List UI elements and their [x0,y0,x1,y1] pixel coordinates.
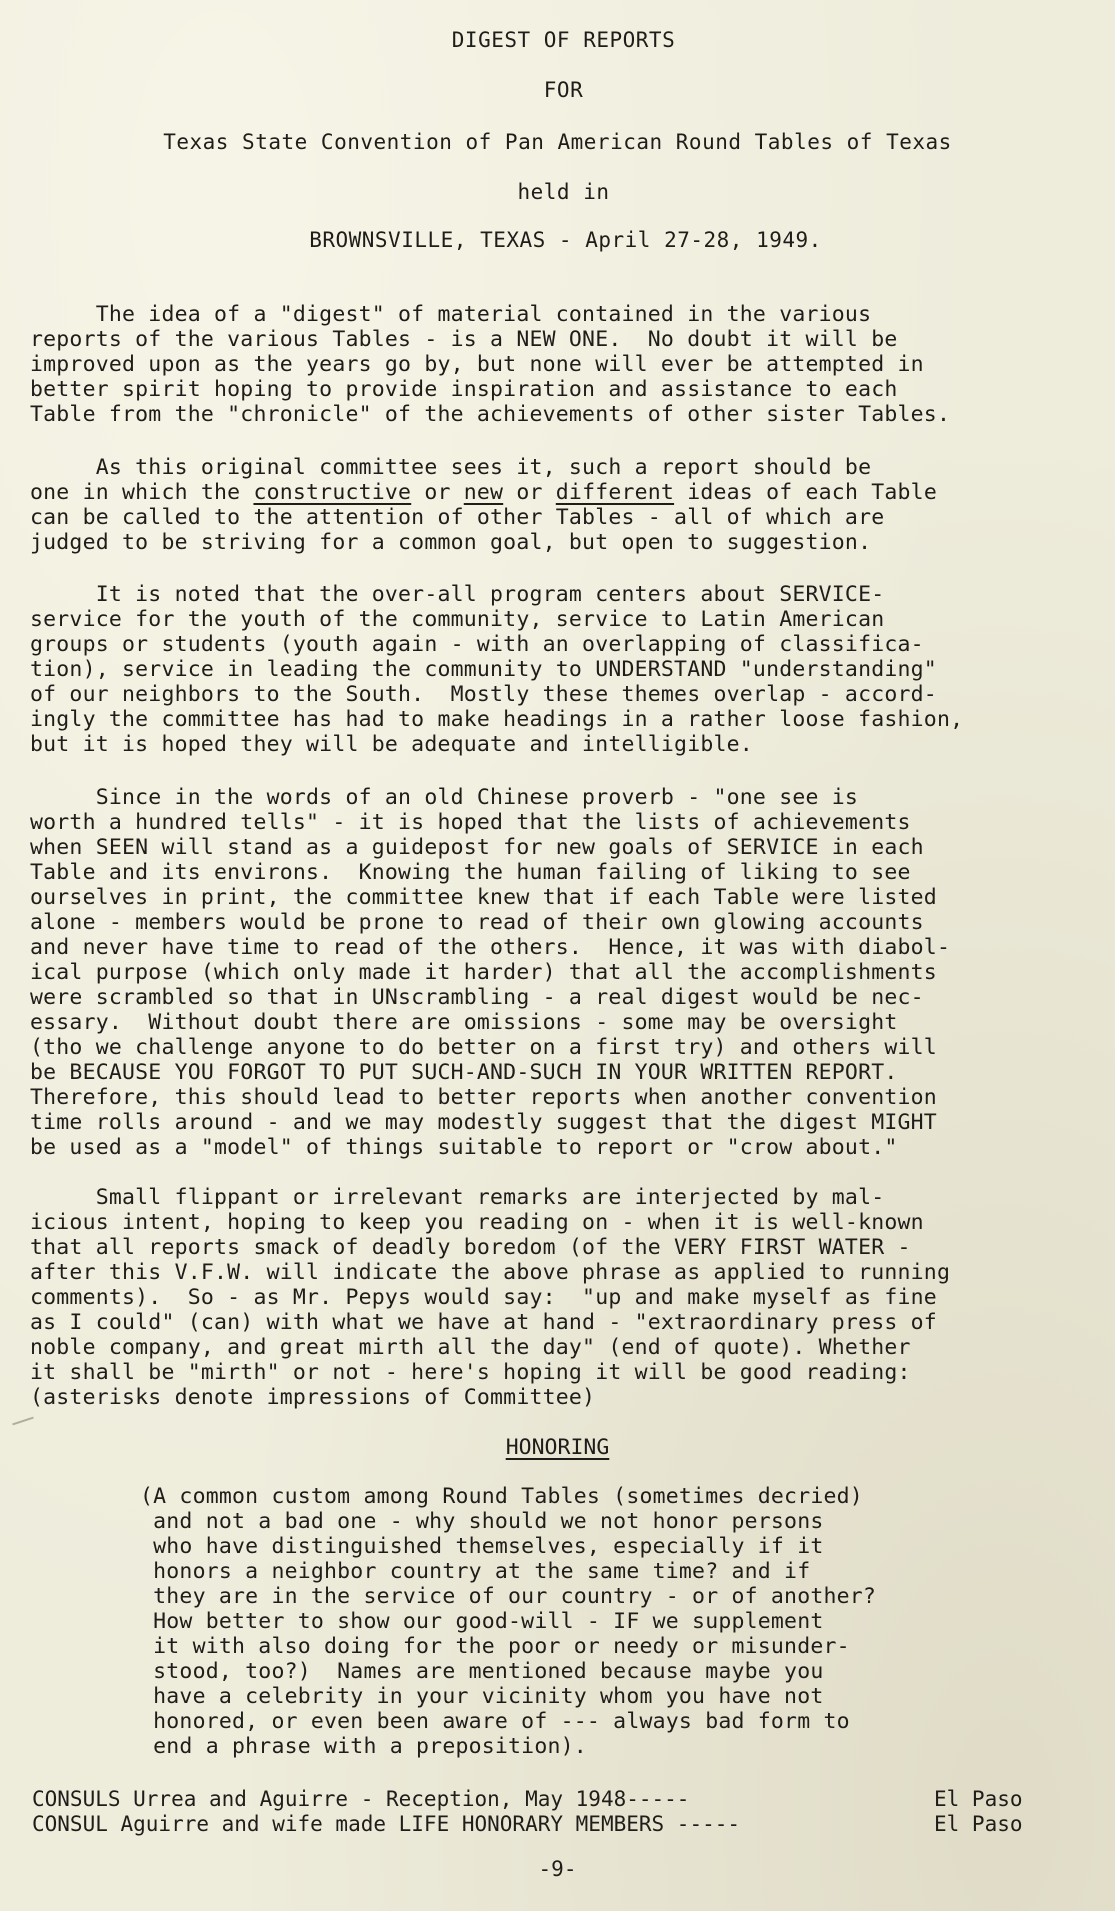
text-line: Since in the words of an old Chinese proverb - "one see is [30,785,859,810]
text-line: honored, or even been aware of --- always bad form to [140,1709,850,1734]
text-segment: or [503,480,556,505]
text-line: they are in the service of our country - or of another? [140,1584,877,1609]
text-segment: one in which the [30,480,254,505]
header-held-in: held in [517,180,610,204]
text-line: judged to be striving for a common goal, but open to suggestion. [30,530,872,555]
text-line: tion), service in leading the community to UNDERSTAND "understanding" [30,657,937,682]
text-line: time rolls around - and we may modestly suggest that the digest MIGHT [30,1110,937,1135]
text-line: Table from the "chronicle" of the achievements of other sister Tables. [30,402,951,427]
entry-text: CONSUL Aguirre and wife made LIFE HONORARY MEMBERS ----- [32,1812,741,1836]
text-line: and never have time to read of the others. Hence, it was with diabol- [30,935,951,960]
text-line: (A common custom among Round Tables (sometimes decried) [140,1484,863,1509]
text-line: honors a neighbor country at the same time? and if [140,1559,811,1584]
text-line: after this V.F.W. will indicate the above phrase as applied to running [30,1260,951,1285]
text-line: improved upon as the years go by, but none will ever be attempted in [30,352,924,377]
text-line: end a phrase with a preposition). [140,1734,587,1759]
text-line: worth a hundred tells" - it is hoped that the lists of achievements [30,810,911,835]
text-line-underlined-words [30,480,937,505]
underlined-word-new: new [463,480,504,505]
text-line: better spirit hoping to provide inspiration and assistance to each [30,377,898,402]
text-line: Therefore, this should lead to better reports when another convention [30,1085,937,1110]
text-line: can be called to the attention of other Tables - all of which are [30,505,885,530]
text-segment: ideas of each Table [674,480,937,505]
text-line: have a celebrity in your vicinity whom you have not [140,1684,824,1709]
text-line: noble company, and great mirth all the day" (end of quote). Whether [30,1335,911,1360]
document-title: DIGEST OF REPORTS [451,28,676,52]
text-line: stood, too?) Names are mentioned because maybe you [140,1659,824,1684]
text-line: ingly the committee has had to make headings in a rather loose fashion, [30,707,964,732]
text-line: alone - members would be prone to read of their own glowing accounts [30,910,924,935]
text-line: of our neighbors to the South. Mostly these themes overlap - accord- [30,682,937,707]
text-segment: or [411,480,464,505]
underlined-word-different: different [555,480,675,505]
section-heading-text: HONORING [505,1435,610,1460]
text-line: It is noted that the over-all program centers about SERVICE- [30,582,885,607]
text-line: The idea of a "digest" of material contained in the various [30,302,872,327]
header-for: FOR [543,78,584,102]
text-line: when SEEN will stand as a guidepost for new goals of SERVICE in each [30,835,924,860]
text-line: service for the youth of the community, service to Latin American [30,607,885,632]
text-line: essary. Without doubt there are omissions - some may be oversight [30,1010,898,1035]
entry-place: El Paso [934,1787,1023,1811]
text-line: (asterisks denote impressions of Committee) [30,1385,596,1410]
section-heading-honoring [0,1435,1115,1460]
text-line: ourselves in print, the committee knew that if each Table were listed [30,885,937,910]
text-line: that all reports smack of deadly boredom (of the VERY FIRST WATER - [30,1235,911,1260]
text-line: icious intent, hoping to keep you reading on - when it is well-known [30,1210,924,1235]
text-line: be BECAUSE YOU FORGOT TO PUT SUCH-AND-SUCH IN YOUR WRITTEN REPORT. [30,1060,898,1085]
text-line: As this original committee sees it, such a report should be [30,455,872,480]
text-line: were scrambled so that in UNscrambling - a real digest would be nec- [30,985,924,1010]
text-line: reports of the various Tables - is a NEW ONE. No doubt it will be [30,327,898,352]
text-line: as I could" (can) with what we have at hand - "extraordinary press of [30,1310,937,1335]
text-line: and not a bad one - why should we not honor persons [140,1509,824,1534]
text-line: it with also doing for the poor or needy or misunder- [140,1634,850,1659]
header-place-date: BROWNSVILLE, TEXAS - April 27-28, 1949. [309,228,822,252]
text-line: it shall be "mirth" or not - here's hoping it will be good reading: [30,1360,911,1385]
underlined-word-constructive: constructive [253,480,412,505]
page-number: -9- [538,1857,577,1881]
entry-text: CONSULS Urrea and Aguirre - Reception, May 1948----- [32,1787,690,1811]
text-line: be used as a "model" of things suitable to report or "crow about." [30,1135,898,1160]
header-convention: Texas State Convention of Pan American Round Tables of Texas [163,130,952,154]
text-line: (tho we challenge anyone to do better on a first try) and others will [30,1035,937,1060]
text-line: but it is hoped they will be adequate and intelligible. [30,732,753,757]
stray-pen-mark [12,1417,34,1426]
text-line: How better to show our good-will - IF we supplement [140,1609,824,1634]
text-line: Small flippant or irrelevant remarks are interjected by mal- [30,1185,885,1210]
text-line: groups or students (youth again - with an overlapping of classifica- [30,632,924,657]
text-line: comments). So - as Mr. Pepys would say: "up and make myself as fine [30,1285,937,1310]
text-line: ical purpose (which only made it harder) that all the accomplishments [30,960,937,985]
text-line: Table and its environs. Knowing the human failing of liking to see [30,860,911,885]
text-line: who have distinguished themselves, especially if it [140,1534,824,1559]
entry-place: El Paso [934,1812,1023,1836]
